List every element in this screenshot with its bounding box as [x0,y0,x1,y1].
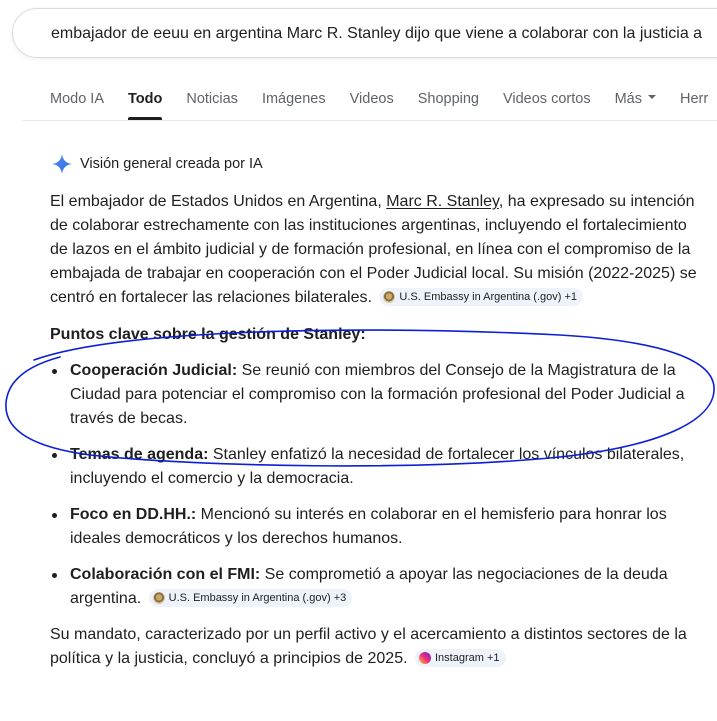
tabs-divider [22,120,717,121]
section-title: Puntos clave sobre la gestión de Stanley: [50,326,366,343]
source-chip-embassy[interactable] [149,589,353,607]
ai-overview-title: Visión general creada por IA [80,156,263,172]
key-points-list [50,359,700,611]
tab-imagenes[interactable]: Imágenes [261,91,326,107]
tab-noticias[interactable]: Noticias [186,91,238,107]
point-title: Temas de agenda: [70,446,209,463]
point-text: Mencionó su interés en colaborar en el hemisferio para honrar los ideales democráticos y los derechos humanos. [70,506,667,547]
tab-mas[interactable] [615,88,656,120]
closing-paragraph [50,623,700,671]
ai-overview-header [50,152,263,176]
point-text: Se comprometió a apoyar las negociaciones de la deuda argentina. [70,566,668,607]
embassy-seal-icon [153,592,165,604]
tab-herramientas[interactable]: Herr [679,91,709,107]
source-chip-instagram[interactable] [415,649,506,667]
tab-mas-label: Más [614,91,642,107]
tab-todo[interactable]: Todo [128,88,162,120]
intro-paragraph [50,190,700,310]
source-chip-embassy[interactable] [379,288,583,306]
marc-stanley-link[interactable]: Marc R. Stanley [386,193,499,210]
point-title: Cooperación Judicial: [70,362,238,379]
point-text: Se reunió con miembros del Consejo de la Magistratura de la Ciudad para potenciar el compromiso con la formación profesional del Poder Judicial a través de becas. [70,362,685,427]
tab-videos-cortos[interactable]: Videos cortos [502,91,591,107]
list-item [70,359,700,431]
search-box[interactable] [12,8,717,58]
chevron-down-icon [648,95,656,99]
source-chip-label: Instagram +1 [434,651,500,664]
list-item [70,563,700,611]
ai-sparkle-icon [50,152,74,176]
list-item [70,503,700,551]
tab-shopping[interactable]: Shopping [417,91,479,107]
point-text: Stanley enfatizó la necesidad de fortalecer los vínculos bilaterales, incluyendo el comercio y la democracia. [70,446,685,487]
search-tabs [50,88,717,120]
instagram-icon [419,652,431,664]
tab-modo-ia[interactable]: Modo IA [50,91,104,107]
intro-text-after: , ha expresado su intención de colaborar estrechamente con las instituciones argentinas, incluyendo el fortalecimiento de lazos en el ámbito judicial y de formación profesional, en línea con el compromiso de la embajada de trabajar en cooperación con el Poder Judicial local. Su misión (2022-2025) se centró en fortalecer las relaciones bilaterales. [50,193,697,306]
embassy-seal-icon [383,291,395,303]
point-title: Colaboración con el FMI: [70,566,261,583]
list-item [70,443,700,491]
intro-text-before: El embajador de Estados Unidos en Argentina, [50,193,387,210]
ai-overview-body [50,190,700,671]
source-chip-label: U.S. Embassy in Argentina (.gov) +3 [168,591,347,604]
tab-videos[interactable]: Videos [349,91,394,107]
point-title: Foco en DD.HH.: [70,506,197,523]
search-input[interactable]: embajador de eeuu en argentina Marc R. Stanley dijo que viene a colaborar con la justicia a [51,25,703,42]
closing-text: Su mandato, caracterizado por un perfil activo y el acercamiento a distintos sectores de la política y la justicia, concluyó a principios de 2025. [50,626,687,667]
source-chip-label: U.S. Embassy in Argentina (.gov) +1 [399,290,578,303]
